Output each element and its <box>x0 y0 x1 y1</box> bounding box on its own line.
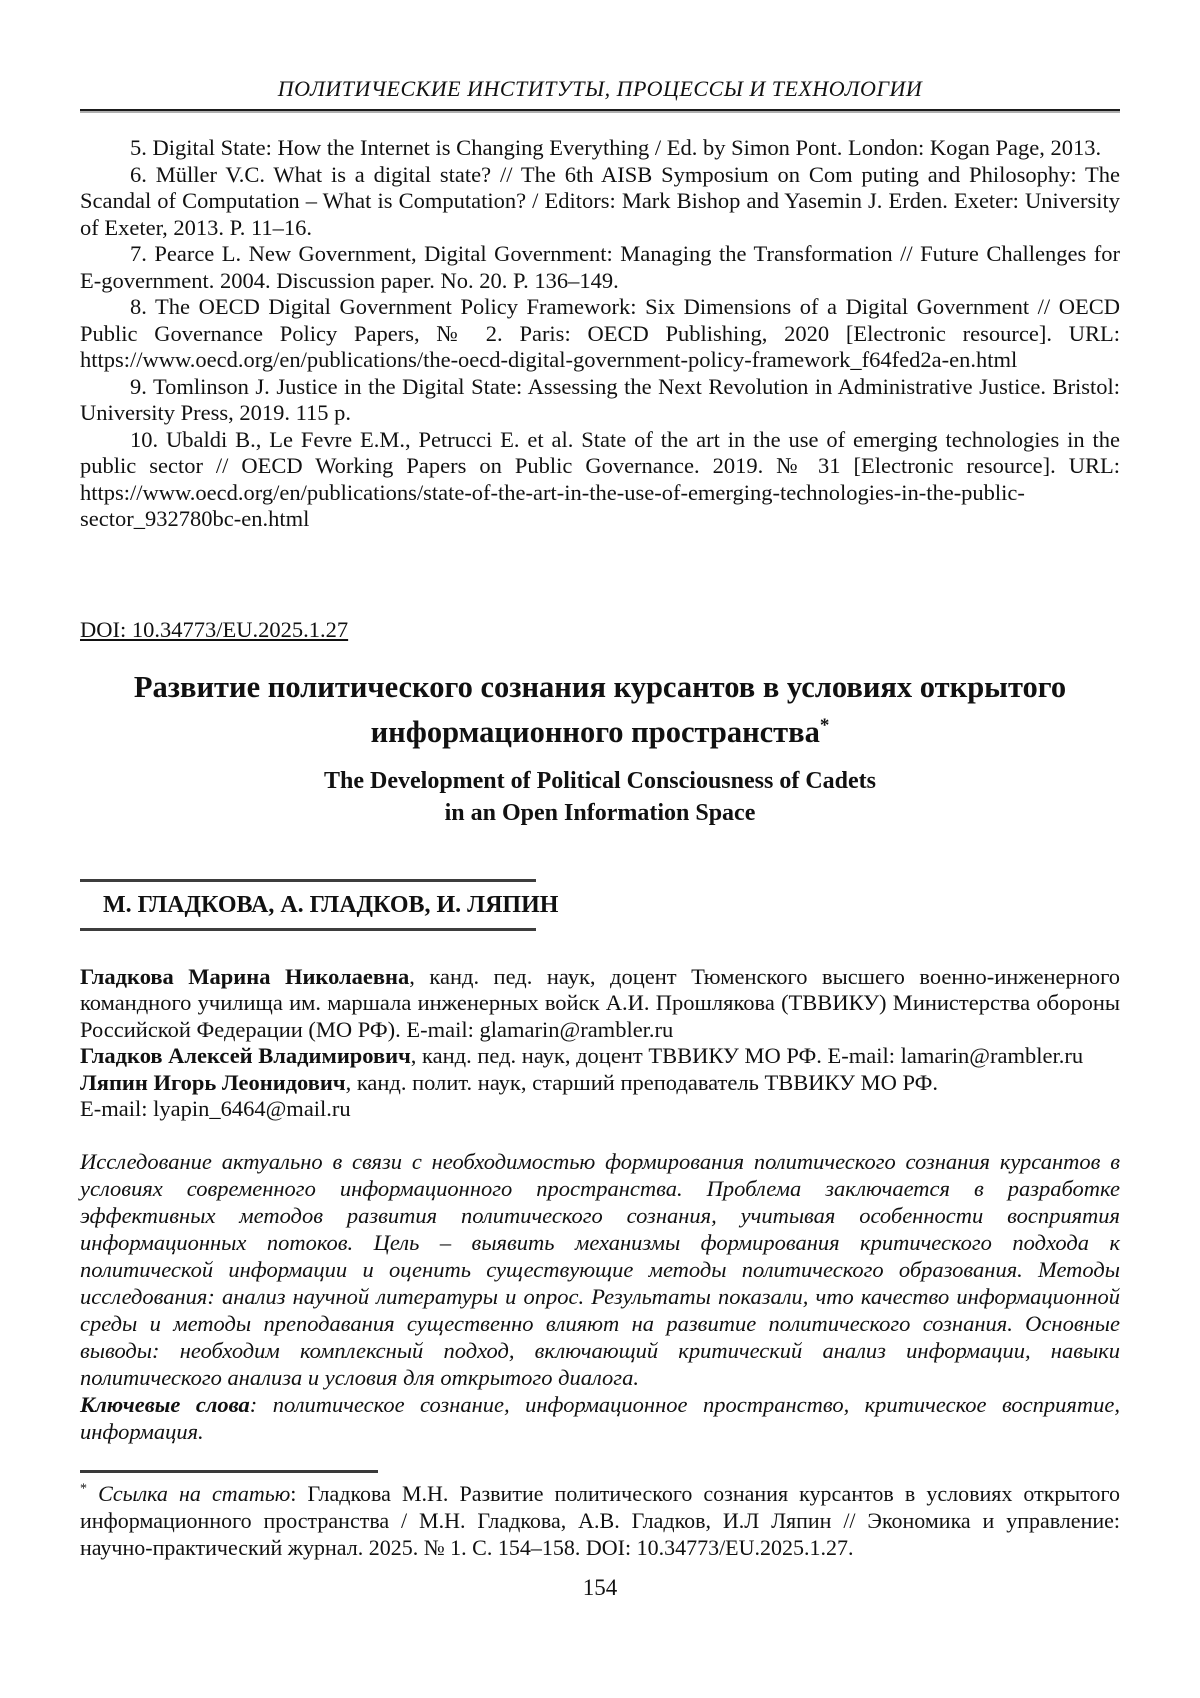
reference-item: 8. The OECD Digital Government Policy Framework: Six Dimensions of a Digital Government // OECD Public Governance Policy Papers, № 2. Paris: OECD Publishing, 2020 [Electronic resource]. URL: https://www.oecd.org/en/publications/the-oecd-digital-government-policy-framework_f64fed2a-en.html <box>80 294 1120 372</box>
author-details: , канд. пед. наук, доцент Тюменского высшего военно-инженерного командного училища им. маршала инженерных войск А.И. Прошлякова (ТВВИКУ) Министерства обороны Российской Федерации (МО РФ). E-mail: glamarin@rambler.ru <box>80 963 1121 1042</box>
footnote-divider <box>80 1470 378 1473</box>
article-title-ru <box>120 665 1080 755</box>
footnote-text: : Гладкова М.Н. Развитие политического сознания курсантов в условиях открытого информационного пространства / М.Н. Гладкова, А.В. Гладков, И.Л Ляпин // Экономика и управление: научно-практический журнал. 2025. № 1. С. 154–158. DOI: 10.34773/EU.2025.1.27. <box>80 1480 1121 1560</box>
header-divider <box>80 109 1120 111</box>
author-affiliation <box>80 1043 1120 1070</box>
doi-text: DOI: 10.34773/EU.2025.1.27 <box>80 616 349 642</box>
footnote-mark: * <box>80 1481 87 1497</box>
reference-item: 9. Tomlinson J. Justice in the Digital State: Assessing the Next Revolution in Administrative Justice. Bristol: University Press, 2019. 115 p. <box>80 373 1120 425</box>
footnote <box>80 1480 1120 1561</box>
keywords-label: Ключевые слова <box>80 1391 250 1417</box>
reference-item: 10. Ubaldi B., Le Fevre E.M., Petrucci E. et al. State of the art in the use of emerging technologies in the public sector // OECD Working Papers on Public Governance. 2019. № 31 [Electronic resource]. URL: https://www.oecd.org/en/publications/state-of-the-art-in-the-use-of-emerging-technologies-in-the-public-sector_932780bc-en.html <box>80 426 1120 531</box>
author-details: , канд. полит. наук, старший преподаватель ТВВИКУ МО РФ. <box>345 1069 939 1095</box>
reference-list <box>80 135 1120 533</box>
reference-item: 5. Digital State: How the Internet is Changing Everything / Ed. by Simon Pont. London: Kogan Page, 2013. <box>130 135 1102 160</box>
author-details: , канд. пед. наук, доцент ТВВИКУ МО РФ. E-mail: lamarin@rambler.ru <box>410 1043 1084 1068</box>
authors-banner: М. ГЛАДКОВА, А. ГЛАДКОВ, И. ЛЯПИН <box>80 879 536 931</box>
author-affiliation <box>80 964 1120 1044</box>
article-title-ru-text: Развитие политического сознания курсантов в условиях открытого информационного пространства <box>133 669 1067 749</box>
reference-item: 7. Pearce L. New Government, Digital Government: Managing the Transformation // Future Challenges for E-government. 2004. Discussion paper. No. 20. P. 136–149. <box>80 241 1120 293</box>
reference-item: 6. Müller V.C. What is a digital state? // The 6th AISB Symposium on Com puting and Philosophy: The Scandal of Computation – What is Computation? / Editors: Mark Bishop and Yasemin J. Erden. Exeter: University of Exeter, 2013. P. 11–16. <box>80 161 1120 240</box>
article-title-en <box>80 765 1120 829</box>
author-name: Гладкова Марина Николаевна <box>80 963 410 989</box>
keywords-line <box>80 1391 1120 1445</box>
abstract-text: Исследование актуально в связи с необходимостью формирования политического сознания курсантов в условиях современного информационного пространства. Проблема заключается в разработке эффективных методов развития политического сознания, учитывая особенности восприятия информационных потоков. Цель – выявить механизмы формирования критического подхода к политической информации и оценить существующие методы политического образования. Методы исследования: анализ научной литературы и опрос. Результаты показали, что качество информационной среды и методы преподавания существенно влияют на развитие политического сознания. Основные выводы: необходим комплексный подход, включающий критический анализ информации, навыки политического анализа и условия для открытого диалога. <box>80 1148 1120 1390</box>
keywords-text: : политическое сознание, информационное пространство, критическое восприятие, информация. <box>80 1391 1120 1444</box>
abstract-block <box>80 1148 1120 1445</box>
author-affiliations <box>80 964 1120 1123</box>
author-name: Гладков Алексей Владимирович <box>80 1043 411 1068</box>
author-affiliation <box>80 1070 1120 1123</box>
running-head-title: ПОЛИТИЧЕСКИЕ ИНСТИТУТЫ, ПРОЦЕССЫ И ТЕХНОЛОГИИ <box>277 76 923 101</box>
author-name: Ляпин Игорь Леонидович <box>80 1069 346 1095</box>
author-email: E-mail: lyapin_6464@mail.ru <box>80 1096 351 1121</box>
page-number: 154 <box>582 1574 618 1600</box>
article-title-en-line1: The Development of Political Consciousness of Cadets <box>324 767 876 794</box>
title-footnote-mark: * <box>819 714 830 736</box>
doi-line <box>80 617 1120 643</box>
footnote-label: Ссылка на статью <box>98 1480 291 1506</box>
article-title-en-line2: in an Open Information Space <box>444 799 756 826</box>
